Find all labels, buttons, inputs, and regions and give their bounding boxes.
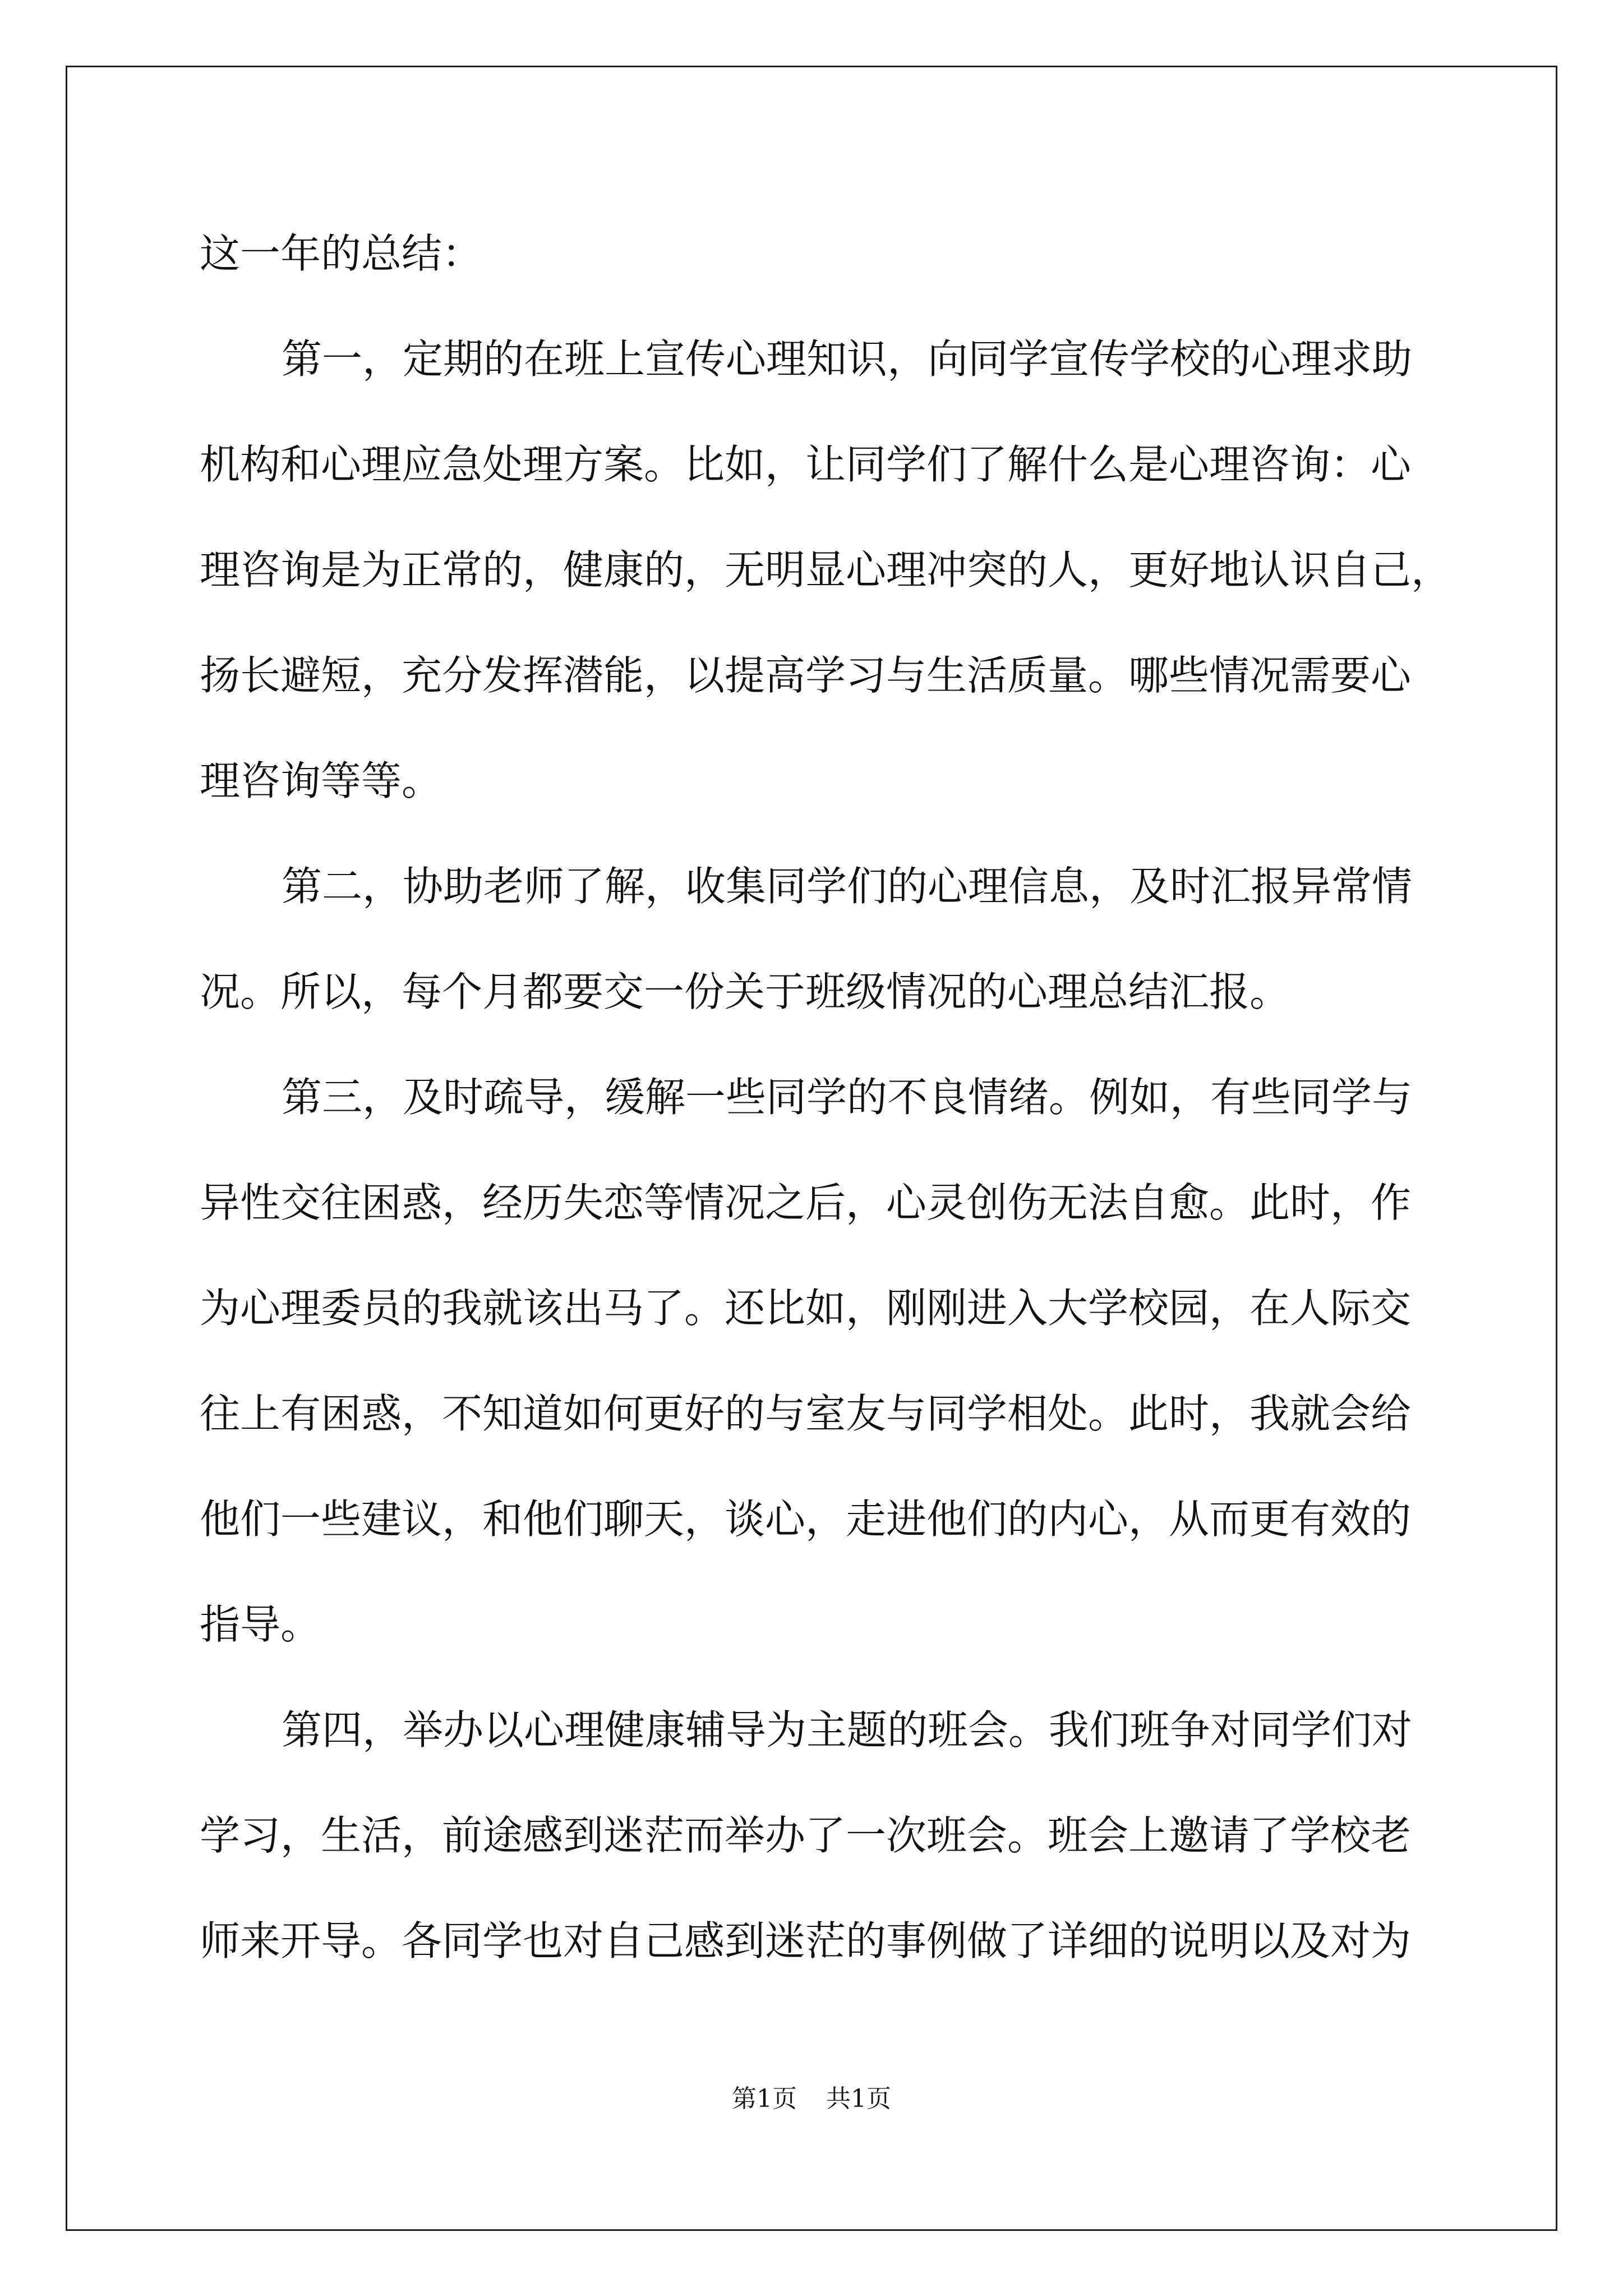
page-number: 第1页: [732, 2085, 797, 2113]
text-line: 第四，举办以心理健康辅导为主题的班会。我们班争对同学们对: [282, 1706, 1413, 1754]
text-line: 理咨询是为正常的，健康的，无明显心理冲突的人，更好地认识自己，: [200, 546, 1452, 593]
text-line: 他们一些建议，和他们聊天，谈心，走进他们的内心，从而更有效的: [200, 1496, 1412, 1543]
text-line: 第三，及时疏导，缓解一些同学的不良情绪。例如，有些同学与: [282, 1074, 1413, 1121]
text-line: 扬长避短，充分发挥潜能，以提高学习与生活质量。哪些情况需要心: [200, 652, 1412, 699]
page-total: 共1页: [826, 2085, 891, 2113]
text-line: 指导。: [200, 1601, 321, 1648]
text-line: 第二，协助老师了解，收集同学们的心理信息，及时汇报异常情: [282, 863, 1413, 910]
text-line: 第一，定期的在班上宣传心理知识，向同学宣传学校的心理求助: [282, 335, 1413, 383]
text-line: 学习，生活，前途感到迷茫而举办了一次班会。班会上邀请了学校老: [200, 1812, 1412, 1859]
text-line: 理咨询等等。: [200, 757, 442, 804]
text-line: 往上有困惑，不知道如何更好的与室友与同学相处。此时，我就会给: [200, 1390, 1412, 1437]
text-line: 况。所以，每个月都要交一份关于班级情况的心理总结汇报。: [200, 968, 1290, 1015]
text-line: 异性交往困惑，经历失恋等情况之后，心灵创伤无法自愈。此时，作: [200, 1179, 1412, 1226]
text-line: 这一年的总结：: [200, 230, 483, 277]
text-line: 机构和心理应急处理方案。比如，让同学们了解什么是心理咨询：心: [200, 441, 1412, 488]
text-line: 师来开导。各同学也对自己感到迷茫的事例做了详细的说明以及对为: [200, 1917, 1412, 1964]
page-footer: [0, 2082, 1623, 2116]
page-border: [66, 66, 1557, 2231]
text-line: 为心理委员的我就该出马了。还比如，刚刚进入大学校园，在人际交: [200, 1285, 1412, 1332]
